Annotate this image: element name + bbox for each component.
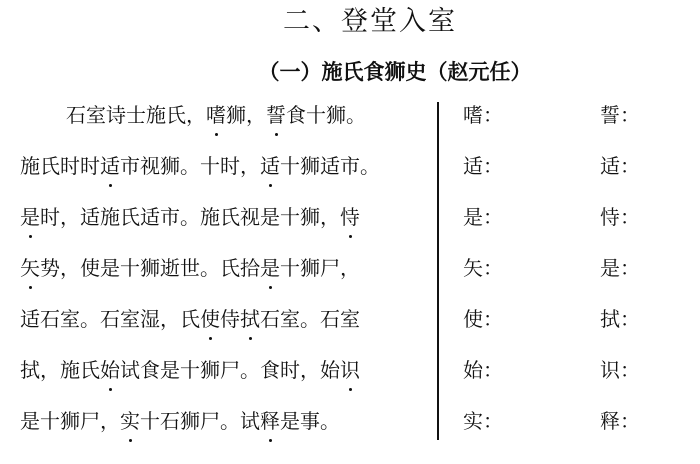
emphasized-character: 实 (120, 404, 140, 438)
poem-text-segment: 是十狮尸， (20, 409, 120, 433)
poem-text-segment: 试食是十狮尸。食时，始 (120, 358, 340, 382)
emphasized-character: 适 (100, 149, 120, 183)
section-title: 二、登堂入室 (283, 6, 457, 37)
gloss-item: 恃： (600, 205, 640, 229)
sub-title: （一）施氏食狮史（赵元任） (258, 60, 532, 84)
emphasized-character: 嗜 (206, 98, 226, 132)
poem-text-segment: 势，使是十狮逝世。氏拾 (40, 256, 260, 280)
emphasized-character: 矢 (20, 251, 40, 285)
gloss-column-right (600, 98, 640, 455)
poem-line (20, 353, 420, 404)
emphasized-character: 恃 (340, 200, 360, 234)
poem-line (20, 404, 420, 455)
emphasized-character: 始 (100, 353, 120, 387)
emphasized-character: 适 (260, 149, 280, 183)
gloss-item: 誓： (600, 103, 640, 127)
poem-text-segment: 十狮尸， (280, 256, 360, 280)
poem-text-segment: 石室诗士施氏， (66, 103, 206, 127)
gloss-item: 嗜： (463, 103, 503, 127)
emphasized-character: 识 (340, 353, 360, 387)
poem-line (20, 200, 420, 251)
poem-line (20, 302, 420, 353)
emphasized-character: 拭 (240, 302, 260, 336)
emphasized-character: 是 (20, 200, 40, 234)
gloss-item: 矢： (463, 256, 503, 280)
gloss-item: 始： (463, 358, 503, 382)
poem-text-segment: 十狮适市。 (280, 154, 380, 178)
emphasized-character: 是 (260, 251, 280, 285)
poem-line (20, 149, 420, 200)
gloss-item: 实： (463, 409, 503, 433)
poem-text (20, 98, 420, 455)
column-divider (437, 102, 439, 440)
poem-text-segment: 时，适施氏适市。施氏视是十狮， (40, 205, 340, 229)
poem-text-segment: 是事。 (280, 409, 340, 433)
emphasized-character: 使 (200, 302, 220, 336)
gloss-item: 释： (600, 409, 640, 433)
gloss-item: 适： (463, 154, 503, 178)
emphasized-character: 誓 (266, 98, 286, 132)
poem-text-segment: 适石室。石室湿，氏 (20, 307, 200, 331)
poem-text-segment: 施氏时时 (20, 154, 100, 178)
poem-line (20, 98, 420, 149)
poem-text-segment: 石室。石室 (260, 307, 360, 331)
poem-text-segment: 狮， (226, 103, 266, 127)
poem-text-segment: 侍 (220, 307, 240, 331)
gloss-column-left (463, 98, 503, 455)
gloss-item: 是： (600, 256, 640, 280)
poem-text-segment: 市视狮。十时， (120, 154, 260, 178)
gloss-item: 是： (463, 205, 503, 229)
emphasized-character: 释 (260, 404, 280, 438)
gloss-item: 拭： (600, 307, 640, 331)
poem-line (20, 251, 420, 302)
gloss-item: 使： (463, 307, 503, 331)
poem-text-segment: 十石狮尸。试 (140, 409, 260, 433)
poem-text-segment: 拭，施氏 (20, 358, 100, 382)
gloss-item: 识： (600, 358, 640, 382)
gloss-item: 适： (600, 154, 640, 178)
poem-text-segment: 食十狮。 (286, 103, 366, 127)
